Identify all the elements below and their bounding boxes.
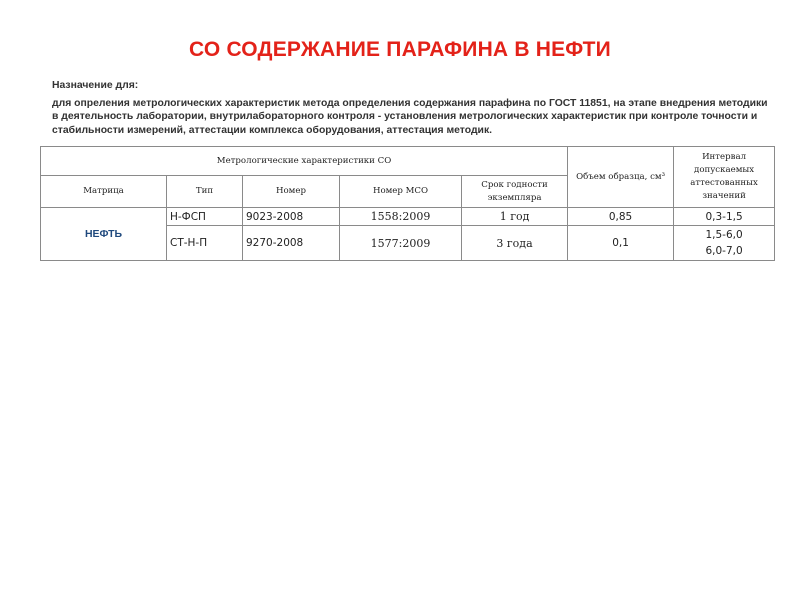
type-cell: Н-ФСП [167, 208, 243, 226]
reference-materials-table [40, 146, 775, 261]
volume-cell: 0,1 [568, 226, 674, 261]
volume-cell: 0,85 [568, 208, 674, 226]
interval-value: 6,0-7,0 [705, 245, 743, 257]
mso-number-cell: 1577:2009 [340, 226, 462, 261]
type-cell: СТ-Н-П [167, 226, 243, 261]
mso-number-cell: 1558:2009 [340, 208, 462, 226]
number-header: Номер [243, 176, 340, 208]
page-title: СО СОДЕРЖАНИЕ ПАРАФИНА В НЕФТИ [189, 38, 611, 61]
purpose-text: для опреления метрологических характеристик метода определения содержания парафина по ГОСТ 11851, на этапе внедрения методики в деятельность лаборатории, внутрилабораторного контроля - установления метрологических характеристик при контроле точности и стабильности измерений, аттестации комплекса оборудования, аттестация методик. [52, 97, 768, 136]
table-row [41, 208, 775, 226]
type-header: Тип [167, 176, 243, 208]
number-cell: 9270-2008 [243, 226, 340, 261]
number-cell: 9023-2008 [243, 208, 340, 226]
mso-number-header: Номер МСО [340, 176, 462, 208]
interval-value: 0,3-1,5 [705, 210, 743, 223]
shelf-life-cell: 3 года [462, 226, 568, 261]
purpose-heading: Назначение для: [52, 80, 139, 91]
matrix-header: Матрица [41, 176, 167, 208]
volume-header: Объем образца, см³ [568, 147, 674, 208]
interval-value: 1,5-6,0 [705, 229, 743, 241]
interval-cell [674, 208, 775, 226]
interval-header: Интервал допускаемых аттестованных значений [674, 147, 775, 208]
group-header: Метрологические характеристики СО [41, 147, 568, 176]
purpose-block [52, 79, 772, 137]
interval-cell [674, 226, 775, 261]
matrix-cell: НЕФТЬ [41, 208, 167, 261]
shelf-life-cell: 1 год [462, 208, 568, 226]
table-header-row [41, 147, 775, 176]
shelf-life-header: Срок годности экземпляра [462, 176, 568, 208]
